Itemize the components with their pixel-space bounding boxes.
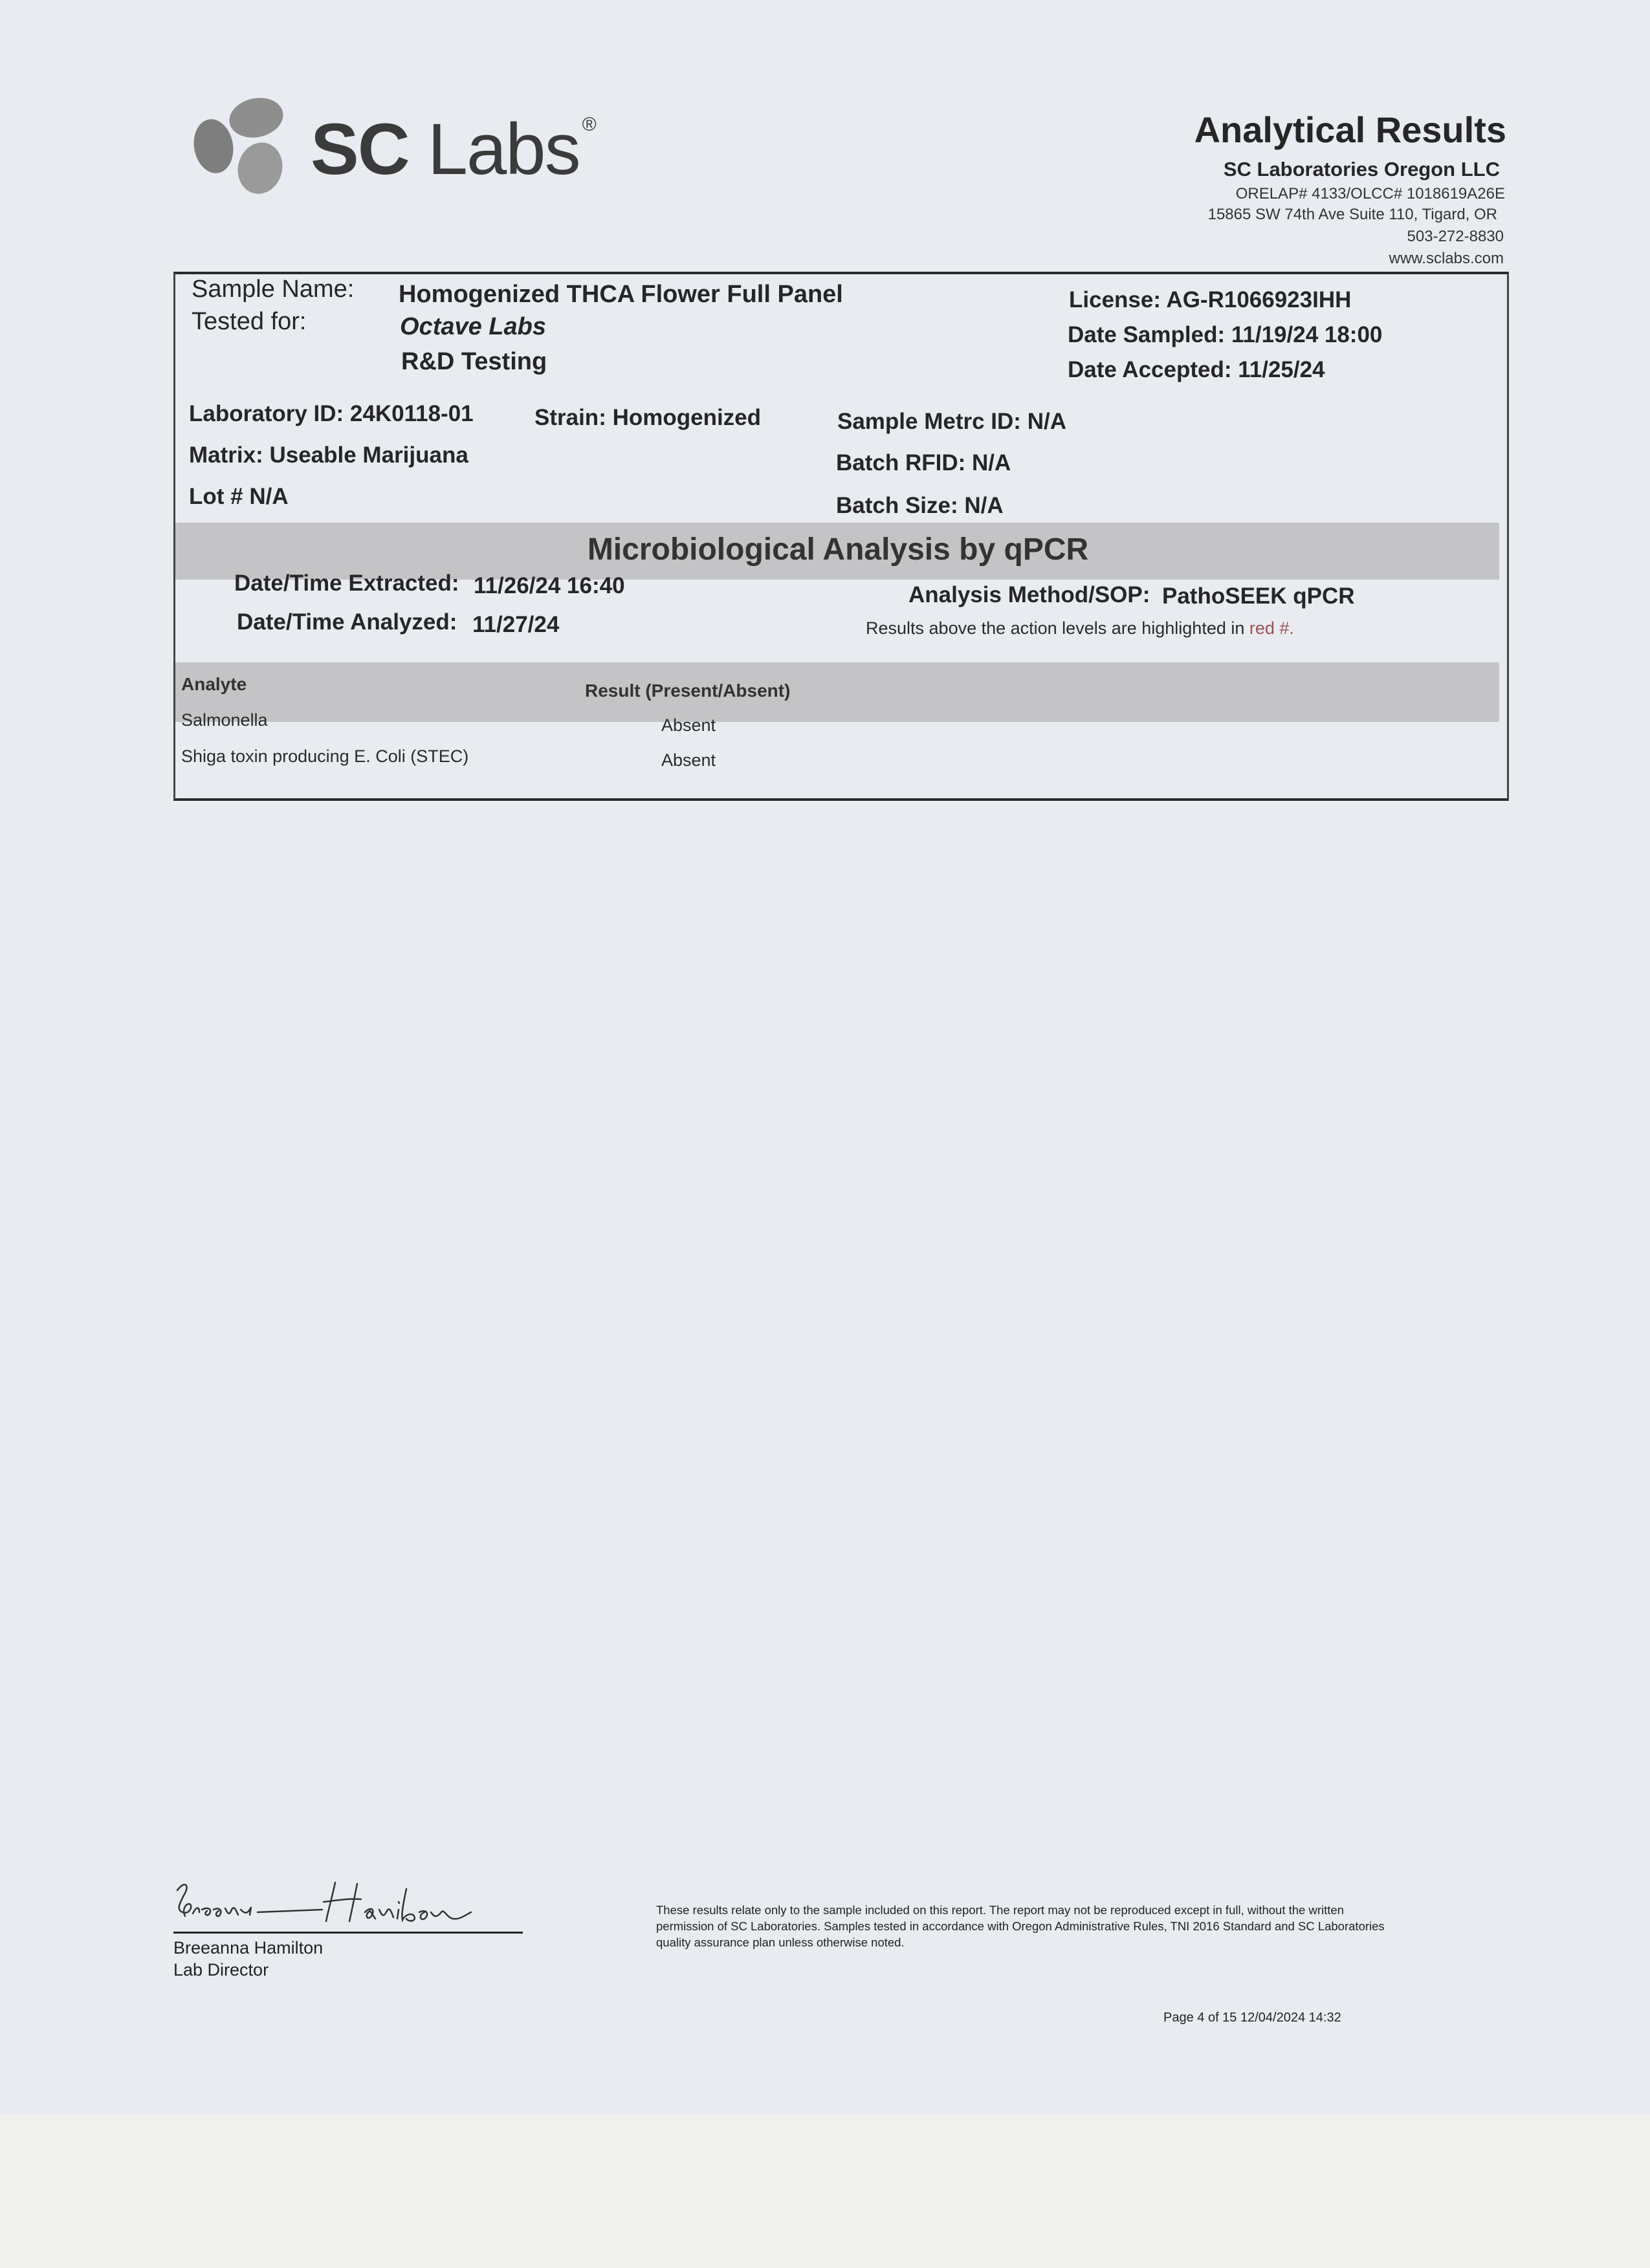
page-info: Page 4 of 15 12/04/2024 14:32 xyxy=(1163,2011,1341,2025)
accreditation-text: ORELAP# 4133/OLCC# 1018619A26E xyxy=(1235,185,1505,202)
website-link[interactable]: www.sclabs.com xyxy=(1389,250,1504,267)
lot-number: Lot # N/A xyxy=(189,484,289,509)
method-value: PathoSEEK qPCR xyxy=(1162,583,1355,609)
extracted-label: Date/Time Extracted: xyxy=(234,571,459,596)
laboratory-id: Laboratory ID: 24K0118-01 xyxy=(189,401,474,426)
sample-name-label: Sample Name: xyxy=(192,276,355,303)
phone-text: 503-272-8830 xyxy=(1407,228,1504,245)
matrix-text: Matrix: Useable Marijuana xyxy=(189,442,468,468)
batch-size: Batch Size: N/A xyxy=(836,493,1004,518)
address-text: 15865 SW 74th Ave Suite 110, Tigard, OR xyxy=(1207,206,1497,223)
table-row-result: Absent xyxy=(661,750,716,770)
report-title: Analytical Results xyxy=(1194,109,1506,150)
column-header-result: Result (Present/Absent) xyxy=(585,681,791,701)
analyzed-value: 11/27/24 xyxy=(472,612,560,637)
section-title: Microbiological Analysis by qPCR xyxy=(587,532,1089,567)
red-highlight-legend: red #. xyxy=(1249,618,1294,638)
sc-labs-logo xyxy=(188,96,621,199)
tested-for-label: Tested for: xyxy=(192,308,307,335)
results-table-header xyxy=(175,662,1499,722)
signature-line xyxy=(173,1932,523,1934)
date-sampled: Date Sampled: 11/19/24 18:00 xyxy=(1068,322,1383,347)
table-row-analyte: Shiga toxin producing E. Coli (STEC) xyxy=(181,747,469,766)
date-accepted: Date Accepted: 11/25/24 xyxy=(1068,357,1325,382)
batch-rfid: Batch RFID: N/A xyxy=(836,450,1011,475)
logo-mark-icon xyxy=(188,96,304,199)
license-text: License: AG-R1066923IHH xyxy=(1069,287,1352,312)
column-header-analyte: Analyte xyxy=(181,674,247,694)
analyzed-label: Date/Time Analyzed: xyxy=(237,609,457,635)
method-label: Analysis Method/SOP: xyxy=(908,582,1150,607)
scan-margin xyxy=(0,2114,1650,2268)
extracted-value: 11/26/24 16:40 xyxy=(474,573,625,598)
disclaimer-text: These results relate only to the sample included on this report. The report may not be reproduced except in full, without the written permission of SC Laboratories. Samples tested in accordance with Oregon Administrative Rules, TNI 2016 Standard and SC Laboratories quality assurance plan unless otherwise noted. xyxy=(656,1903,1385,1949)
sample-name-value: Homogenized THCA Flower Full Panel xyxy=(399,281,843,308)
logo-wordmark: SC Labs ® xyxy=(311,109,595,190)
table-row-result: Absent xyxy=(661,715,716,735)
client-name: Octave Labs xyxy=(400,313,546,340)
company-name: SC Laboratories Oregon LLC xyxy=(1223,158,1500,180)
action-level-note: Results above the action levels are highlighted in red #. xyxy=(866,618,1294,638)
table-row-analyte: Salmonella xyxy=(181,710,268,730)
handwritten-signature xyxy=(173,1876,478,1941)
sample-metrc-id: Sample Metrc ID: N/A xyxy=(837,409,1066,434)
signer-name: Breeanna Hamilton xyxy=(173,1938,324,1957)
signer-title: Lab Director xyxy=(173,1960,269,1979)
strain-text: Strain: Homogenized xyxy=(534,405,762,430)
testing-purpose: R&D Testing xyxy=(401,348,547,375)
